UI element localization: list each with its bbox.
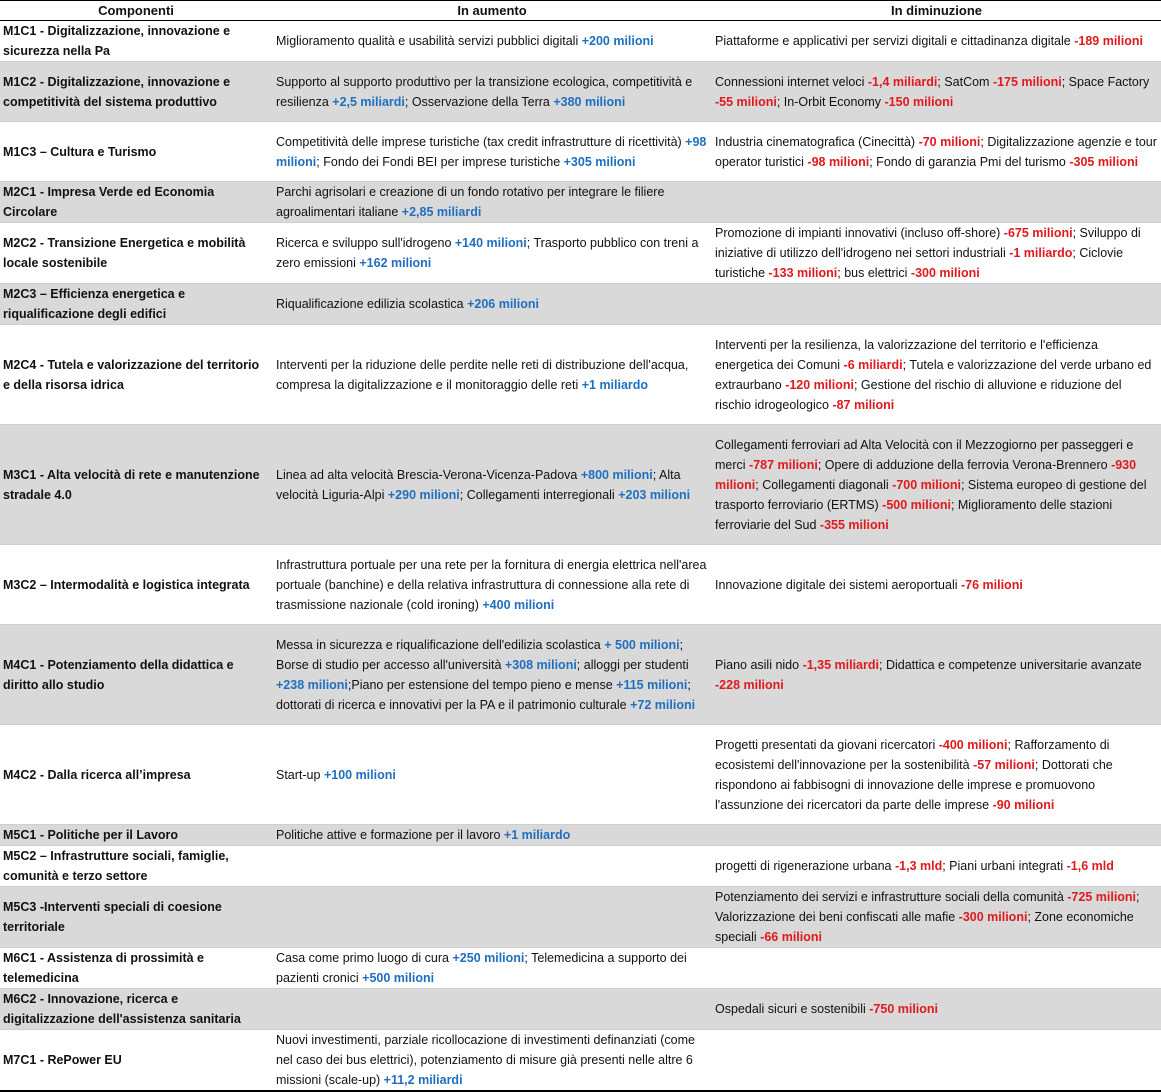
decrease-cell — [712, 1030, 1161, 1092]
item-text: Infrastruttura portuale per una rete per la fornitura di energia elettrica nell'area portuale (banchine) e della relativa infrastruttura di connessione alla rete di trasmissione nazionale (cold ironing) — [276, 557, 707, 612]
item-text: ; Miglioramento delle stazioni ferroviarie del Sud — [715, 497, 1113, 532]
decrease-amount: -228 milioni — [715, 677, 784, 692]
table-row — [0, 846, 1161, 887]
increase-cell — [272, 1030, 712, 1092]
table-row — [0, 182, 1161, 223]
table-row — [0, 948, 1161, 989]
item-text: Innovazione digitale dei sistemi aeroportuali — [715, 577, 961, 592]
item-text: ; Didattica e competenze universitarie avanzate — [879, 657, 1142, 672]
item-text: ; dottorati di ricerca e innovativi per la PA e il patrimonio culturale — [276, 677, 691, 712]
table-row — [0, 1030, 1161, 1092]
item-text: ; SatCom — [937, 74, 993, 89]
item-text: Interventi per la resilienza, la valorizzazione del territorio e l'efficienza energetica dei Comuni — [715, 337, 1098, 372]
increase-amount: +800 milioni — [580, 467, 653, 482]
item-text: ; Space Factory — [1061, 74, 1150, 89]
increase-amount: +308 milioni — [504, 657, 577, 672]
decrease-amount: -76 milioni — [960, 577, 1023, 592]
component-cell: M2C4 - Tutela e valorizzazione del territorio e della risorsa idrica — [0, 325, 272, 425]
component-cell: M6C2 - Innovazione, ricerca e digitalizzazione dell'assistenza sanitaria — [0, 989, 272, 1030]
item-text: ; Digitalizzazione agenzie e tour operator turistici — [715, 134, 1157, 169]
increase-amount: +238 milioni — [276, 677, 348, 692]
increase-amount: +140 milioni — [454, 236, 527, 250]
decrease-cell — [712, 325, 1161, 425]
item-text: Potenziamento dei servizi e infrastrutture sociali della comunità — [715, 890, 1068, 904]
increase-cell — [272, 725, 712, 825]
component-cell: M3C2 – Intermodalità e logistica integrata — [0, 545, 272, 625]
item-text: ; Trasporto pubblico con treni a zero emissioni — [276, 236, 699, 270]
item-text: ; Tutela e valorizzazione del verde urbano ed extraurbano — [715, 357, 1152, 392]
decrease-cell — [712, 989, 1161, 1030]
item-text: Piattaforme e applicativi per servizi digitali e cittadinanza digitale — [715, 34, 1075, 48]
decrease-amount: -1 miliardo — [1009, 246, 1073, 260]
decrease-amount: -120 milioni — [785, 377, 854, 392]
decrease-amount: -930 milioni — [715, 457, 1137, 492]
decrease-amount: -6 miliardi — [843, 357, 903, 372]
decrease-amount: -150 milioni — [884, 94, 954, 109]
increase-cell — [272, 122, 712, 182]
increase-cell — [272, 21, 712, 62]
item-text: Nuovi investimenti, parziale ricollocazione di investimenti definanziati (come nel caso dei bus elettrici), potenziamento di misure già presenti nelle altre 6 missioni (scale-up) — [276, 1033, 695, 1087]
component-cell: M2C2 - Transizione Energetica e mobilità locale sostenibile — [0, 223, 272, 284]
decrease-amount: -66 milioni — [760, 930, 822, 944]
item-text: Competitività delle imprese turistiche (tax credit infrastrutture di ricettività) — [276, 134, 686, 149]
table-row — [0, 21, 1161, 62]
item-text: ; Collegamenti interregionali — [459, 487, 619, 502]
increase-amount: +162 milioni — [359, 256, 432, 270]
decrease-amount: -1,4 miliardi — [867, 74, 938, 89]
item-text: ; In-Orbit Economy — [776, 94, 885, 109]
increase-cell — [272, 545, 712, 625]
decrease-cell — [712, 846, 1161, 887]
component-cell: M4C2 - Dalla ricerca all’impresa — [0, 725, 272, 825]
decrease-amount: -98 milioni — [807, 154, 870, 169]
decrease-cell — [712, 887, 1161, 948]
increase-amount: +2,85 miliardi — [401, 205, 482, 219]
table-row — [0, 325, 1161, 425]
increase-cell — [272, 284, 712, 325]
table-row — [0, 223, 1161, 284]
item-text: Miglioramento qualità e usabilità servizi pubblici digitali — [276, 34, 582, 48]
decrease-amount: -55 milioni — [715, 94, 777, 109]
table-row — [0, 62, 1161, 122]
item-text: ; Fondo dei Fondi BEI per imprese turistiche — [316, 154, 564, 169]
component-cell: M3C1 - Alta velocità di rete e manutenzione stradale 4.0 — [0, 425, 272, 545]
increase-amount: +500 milioni — [362, 971, 435, 985]
increase-amount: +380 milioni — [553, 94, 626, 109]
increase-amount: +290 milioni — [387, 487, 460, 502]
item-text: Politiche attive e formazione per il lavoro — [276, 828, 504, 842]
component-cell: M5C3 -Interventi speciali di coesione territoriale — [0, 887, 272, 948]
item-text: ; Opere di adduzione della ferrovia Verona-Brennero — [817, 457, 1112, 472]
table-row — [0, 989, 1161, 1030]
decrease-amount: -300 milioni — [910, 266, 980, 280]
item-text: ; Piani urbani integrati — [942, 859, 1067, 873]
increase-amount: +200 milioni — [581, 34, 654, 48]
table-row — [0, 887, 1161, 948]
increase-cell — [272, 825, 712, 846]
decrease-amount: -1,3 mld — [894, 859, 943, 873]
item-text: Promozione di impianti innovativi (incluso off-shore) — [715, 226, 1004, 240]
item-text: ; alloggi per studenti — [576, 657, 689, 672]
component-cell: M2C1 - Impresa Verde ed Economia Circolare — [0, 182, 272, 223]
decrease-cell — [712, 625, 1161, 725]
item-text: ; Alta velocità Liguria-Alpi — [276, 467, 681, 502]
increase-amount: +98 milioni — [276, 134, 707, 169]
increase-amount: +206 milioni — [467, 297, 539, 311]
item-text: ;Piano per estensione del tempo pieno e mense — [347, 677, 617, 692]
item-text: ; Dottorati che rispondono ai fabbisogni di innovazione delle imprese e promuovono l'assunzione dei ricercatori da parte delle imprese — [715, 757, 1113, 812]
item-text: Piano asili nido — [715, 657, 803, 672]
decrease-amount: -305 milioni — [1069, 154, 1139, 169]
decrease-amount: -675 milioni — [1003, 226, 1073, 240]
increase-amount: +115 milioni — [616, 677, 688, 692]
header-componenti: Componenti — [0, 1, 272, 21]
decrease-amount: -1,35 miliardi — [802, 657, 879, 672]
increase-cell — [272, 182, 712, 223]
increase-amount: +1 miliardo — [503, 828, 571, 842]
increase-cell — [272, 223, 712, 284]
decrease-amount: -787 milioni — [749, 457, 818, 472]
item-text: Supporto al supporto produttivo per la transizione ecologica, competitività e resilienza — [276, 74, 693, 109]
increase-cell — [272, 887, 712, 948]
item-text: Progetti presentati da giovani ricercatori — [715, 737, 939, 752]
decrease-amount: -57 milioni — [973, 757, 1035, 772]
decrease-cell — [712, 545, 1161, 625]
decrease-amount: -725 milioni — [1067, 890, 1137, 904]
item-text: Riqualificazione edilizia scolastica — [276, 297, 468, 311]
increase-amount: +1 miliardo — [581, 377, 649, 392]
item-text: Ricerca e sviluppo sull'idrogeno — [276, 236, 455, 250]
item-text: ; Zone economiche speciali — [715, 910, 1134, 944]
increase-cell — [272, 62, 712, 122]
decrease-amount: -750 milioni — [869, 1002, 939, 1016]
item-text: Casa come primo luogo di cura — [276, 951, 453, 965]
component-cell: M1C1 - Digitalizzazione, innovazione e sicurezza nella Pa — [0, 21, 272, 62]
decrease-amount: -500 milioni — [882, 497, 951, 512]
component-cell: M1C3 – Cultura e Turismo — [0, 122, 272, 182]
item-text: Messa in sicurezza e riqualificazione dell'edilizia scolastica — [276, 637, 605, 652]
item-text: Interventi per la riduzione delle perdite nelle reti di distribuzione dell'acqua, compresa la digitalizzazione e il monitoraggio delle reti — [276, 357, 689, 392]
item-text: Linea ad alta velocità Brescia-Verona-Vicenza-Padova — [276, 467, 581, 482]
increase-amount: +2,5 miliardi — [332, 94, 405, 109]
table-row — [0, 122, 1161, 182]
increase-cell — [272, 989, 712, 1030]
item-text: ; bus elettrici — [837, 266, 911, 280]
table-row — [0, 625, 1161, 725]
increase-amount: +400 milioni — [482, 597, 555, 612]
increase-amount: +250 milioni — [452, 951, 525, 965]
decrease-amount: -355 milioni — [819, 517, 889, 532]
table-row — [0, 545, 1161, 625]
decrease-cell — [712, 62, 1161, 122]
table-row — [0, 284, 1161, 325]
decrease-cell — [712, 21, 1161, 62]
increase-cell — [272, 625, 712, 725]
decrease-amount: -300 milioni — [958, 910, 1028, 924]
table-row — [0, 825, 1161, 846]
component-cell: M6C1 - Assistenza di prossimità e telemedicina — [0, 948, 272, 989]
decrease-amount: -1,6 mld — [1066, 859, 1114, 873]
decrease-amount: -133 milioni — [768, 266, 838, 280]
component-cell: M7C1 - RePower EU — [0, 1030, 272, 1092]
item-text: ; Gestione del rischio di alluvione e riduzione del rischio idrogeologico — [715, 377, 1122, 412]
decrease-amount: -400 milioni — [938, 737, 1008, 752]
item-text: Collegamenti ferroviari ad Alta Velocità con il Mezzogiorno per passeggeri e merci — [715, 437, 1134, 472]
item-text: ; Fondo di garanzia Pmi del turismo — [869, 154, 1070, 169]
item-text: ; Rafforzamento di ecosistemi dell'innovazione per la sostenibilità — [715, 737, 1110, 772]
header-in-diminuzione: In diminuzione — [712, 1, 1161, 21]
item-text: Ospedali sicuri e sostenibili — [715, 1002, 870, 1016]
decrease-cell — [712, 725, 1161, 825]
item-text: ; Ciclovie turistiche — [715, 246, 1124, 280]
item-text: Start-up — [276, 767, 324, 782]
increase-amount: +11,2 miliardi — [383, 1073, 463, 1087]
table-row — [0, 725, 1161, 825]
component-cell: M5C2 – Infrastrutture sociali, famiglie, comunità e terzo settore — [0, 846, 272, 887]
increase-cell — [272, 846, 712, 887]
decrease-cell — [712, 825, 1161, 846]
increase-amount: + 500 milioni — [604, 637, 680, 652]
decrease-amount: -175 milioni — [992, 74, 1062, 89]
decrease-cell — [712, 425, 1161, 545]
item-text: Connessioni internet veloci — [715, 74, 868, 89]
decrease-cell — [712, 284, 1161, 325]
decrease-amount: -189 milioni — [1074, 34, 1143, 48]
decrease-cell — [712, 182, 1161, 223]
component-cell: M5C1 - Politiche per il Lavoro — [0, 825, 272, 846]
increase-cell — [272, 425, 712, 545]
increase-amount: +72 milioni — [630, 697, 696, 712]
table-row — [0, 425, 1161, 545]
increase-amount: +100 milioni — [323, 767, 396, 782]
decrease-amount: -70 milioni — [918, 134, 981, 149]
component-cell: M2C3 – Efficienza energetica e riqualificazione degli edifici — [0, 284, 272, 325]
item-text: ; Osservazione della Terra — [404, 94, 554, 109]
decrease-amount: -700 milioni — [892, 477, 961, 492]
component-cell: M4C1 - Potenziamento della didattica e diritto allo studio — [0, 625, 272, 725]
decrease-amount: -90 milioni — [992, 797, 1055, 812]
item-text: progetti di rigenerazione urbana — [715, 859, 895, 873]
decrease-amount: -87 milioni — [832, 397, 895, 412]
header-row — [0, 1, 1161, 21]
decrease-cell — [712, 948, 1161, 989]
increase-amount: +305 milioni — [563, 154, 636, 169]
item-text: ; Sistema europeo di gestione del trasporto ferroviario (ERTMS) — [715, 477, 1147, 512]
increase-amount: +203 milioni — [618, 487, 691, 502]
item-text: ; Telemedicina a supporto dei pazienti cronici — [276, 951, 687, 985]
decrease-cell — [712, 223, 1161, 284]
increase-cell — [272, 948, 712, 989]
header-in-aumento: In aumento — [272, 1, 712, 21]
item-text: ; Collegamenti diagonali — [755, 477, 893, 492]
decrease-cell — [712, 122, 1161, 182]
component-cell: M1C2 - Digitalizzazione, innovazione e competitività del sistema produttivo — [0, 62, 272, 122]
item-text: ; Sviluppo di iniziative di utilizzo dell'idrogeno nei settori industriali — [715, 226, 1141, 260]
item-text: ; Valorizzazione dei beni confiscati alle mafie — [715, 890, 1140, 924]
increase-cell — [272, 325, 712, 425]
item-text: Parchi agrisolari e creazione di un fondo rotativo per integrare le filiere agroalimentari italiane — [276, 185, 665, 219]
item-text: ; Borse di studio per accesso all'università — [276, 637, 684, 672]
item-text: Industria cinematografica (Cinecittà) — [715, 134, 919, 149]
